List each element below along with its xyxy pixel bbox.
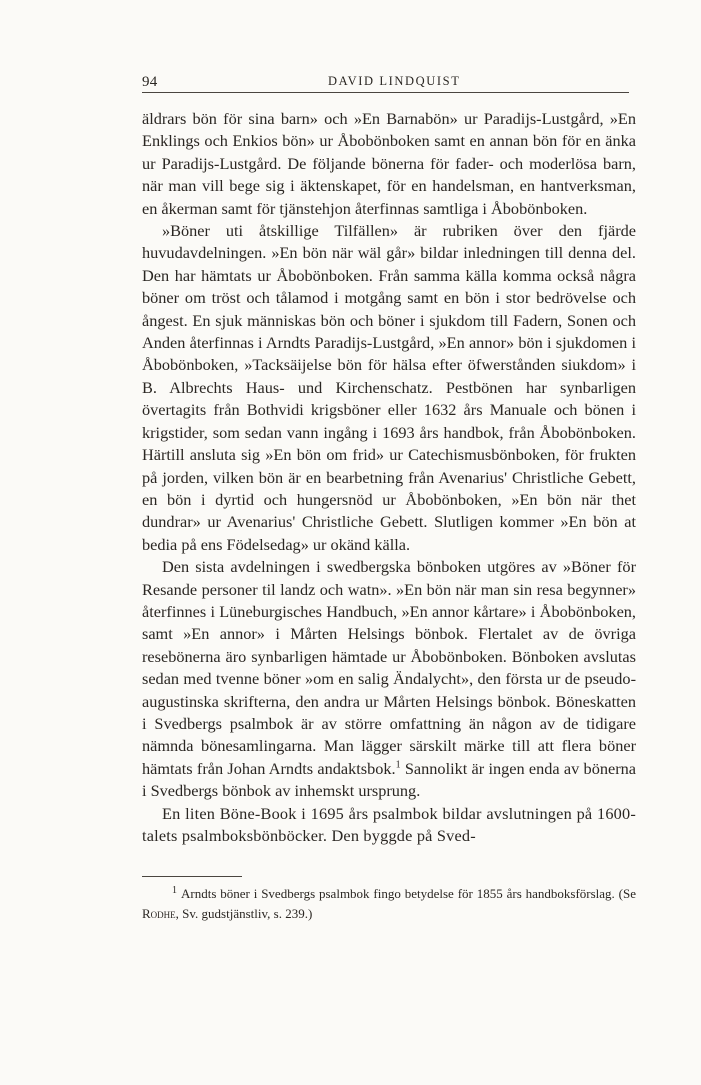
- paragraph-3-text: Den sista avdelningen i swedbergska bönboken utgöres av »Böner för Resande personer til landz och watn». »En bön när man sin resa begynner» återfinnes i Lüneburgisches Handbuch, »En annor kårtare» i Åbobönboken, samt »En annor» i Mårten Helsings bönbok. Flertalet av de övriga resebönerna äro synbarligen hämtade ur Åbobönboken. Bönboken avslutas sedan med tvenne böner »om en salig Ändalycht», den första ur de pseudo-augustinska skrifterna, den andra ur Mårten Helsings bönbok. Böneskatten i Svedbergs psalmbok är av större omfattning än någon av de tidigare nämnda bönesamlingarna. Man lägger särskilt märke till att flera böner hämtats från Johan Arndts andaktsbok.: [142, 557, 636, 778]
- paragraph-1: äldrars bön för sina barn» och »En Barnabön» ur Paradijs-Lustgård, »En Enklings och Enkios bön» ur Åbobönboken samt en annan bön för en änka ur Paradijs-Lustgård. De följande bönerna för fader- och moderlösa barn, när man vill bege sig i äktenskapet, för en handelsman, en hantverksman, en åkerman samt för tjänstehjon återfinnas samtliga i Åbobönboken.: [142, 109, 636, 218]
- paragraph-3-tail: Sannolikt är ingen enda av bönerna i Svedbergs bönbok av inhemskt ursprung.: [142, 758, 636, 801]
- footnote-reference: 1: [395, 759, 401, 771]
- footnote-divider: [142, 876, 242, 877]
- page-header: [142, 72, 629, 93]
- footnote-text-before: Arndts böner i Svedbergs psalmbok fingo betydelse för 1855 års handboksförslag. (Se: [181, 886, 636, 901]
- running-head: DAVID LINDQUIST: [328, 74, 461, 88]
- footnote-author: Rodhe: [142, 906, 176, 921]
- page-number: 94: [142, 74, 158, 90]
- footnote: [142, 884, 636, 924]
- paragraph-4: En liten Böne-Book i 1695 års psalmbok bildar avslutningen på 1600-talets psalmboksbönböcker. Den byggde på Sved-: [142, 803, 636, 845]
- body-text: [142, 108, 636, 847]
- paragraph-3: [142, 556, 636, 802]
- footnote-text-after: , Sv. gudstjänstliv, s. 239.): [175, 906, 313, 921]
- paragraph-2: »Böner uti åtskillige Tilfällen» är rubriken över den fjärde huvudavdelningen. »En bön när wäl går» bildar inledningen till denna del. Den har hämtats ur Åbobönboken. Från samma källa komma också några böner om tröst och tålamod i motgång samt en bön i stor bedrövelse och ångest. En sjuk människas bön och böner i sjukdom till Fadern, Sonen och Anden återfinnas i Arndts Paradijs-Lustgård, »En annor» bön i sjukdomen i Åbobönboken, »Tacksäijelse bön för hälsa efter öfwerstånden siukdom» i B. Albrechts Haus- und Kirchenschatz. Pestbönen har synbarligen övertagits från Bothvidi krigsböner eller 1632 års Manuale och bönen i krigstider, som sedan vann ingång i 1693 års handbok, från Åbobönboken. Härtill ansluta sig »En bön om frid» ur Catechismusbönboken, för frukten på jorden, vilken bön är en bearbetning från Avenarius' Christliche Gebett, en bön i dyrtid och hungersnöd ur Åbobönboken, »En bön när thet dundrar» ur Avenarius' Christliche Gebett. Slutligen kommer »En bön at bedia på ens Födelsedag» ur okänd källa.: [142, 221, 636, 554]
- footnote-mark: 1: [172, 884, 177, 896]
